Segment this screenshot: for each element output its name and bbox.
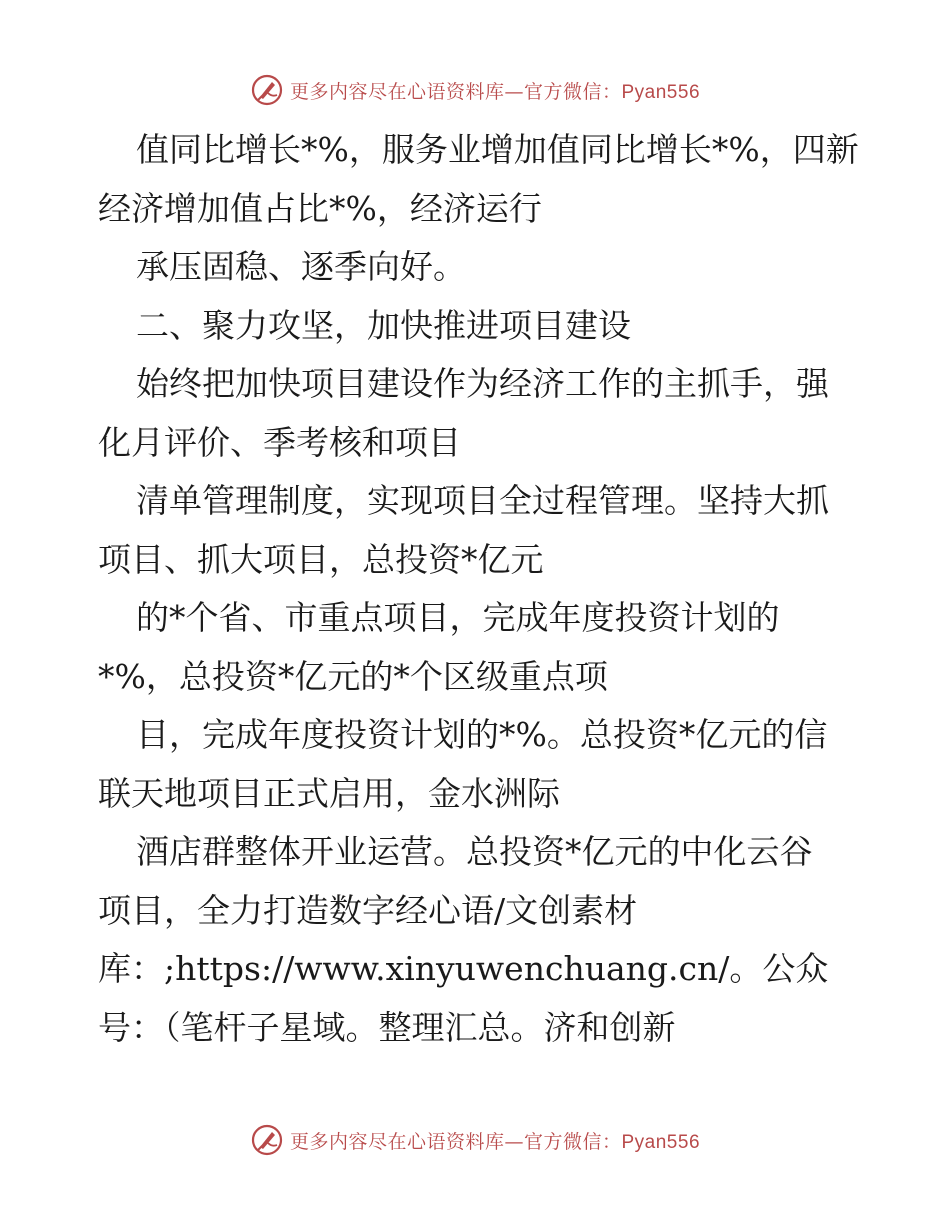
paragraph-line: 项目，全力打造数字经心语/文创素材: [98, 890, 638, 930]
paragraph-line: *%，总投资*亿元的*个区级重点项: [98, 656, 608, 696]
quill-pen-seal-icon: [250, 73, 284, 107]
paragraph-line: 值同比增长*%，服务业增加值同比增长*%，四新: [136, 130, 859, 169]
section-heading: 二、聚力攻坚，加快推进项目建设: [136, 305, 631, 345]
wechat-id: Pyan556: [621, 81, 701, 103]
watermark-text: 更多内容尽在心语资料库—官方微信：Pyan556: [289, 80, 701, 103]
wechat-id: Pyan556: [621, 1131, 701, 1153]
paragraph-line: 清单管理制度，实现项目全过程管理。坚持大抓: [136, 481, 829, 520]
paragraph-line: 化月评价、季考核和项目: [98, 422, 461, 462]
paragraph-line: 始终把加快项目建设作为经济工作的主抓手，强: [136, 364, 829, 403]
paragraph-line: 承压固稳、逐季向好。: [136, 247, 466, 286]
paragraph-line: 号：（笔杆子星域。整理汇总。济和创新: [98, 1007, 676, 1047]
paragraph-line: 联天地项目正式启用，金水洲际: [98, 773, 560, 813]
paragraph-line: 的*个省、市重点项目，完成年度投资计划的: [136, 598, 780, 637]
watermark-text: 更多内容尽在心语资料库—官方微信：Pyan556: [289, 1130, 701, 1153]
paragraph-line-url: 库：;https://www.xinyuwenchuang.cn/。公众: [98, 949, 829, 988]
paragraph-line: 经济增加值占比*%，经济运行: [98, 188, 542, 228]
footer-watermark-banner: [0, 1120, 950, 1160]
quill-pen-seal-icon: [250, 1123, 284, 1157]
paragraph-line: 项目、抓大项目，总投资*亿元: [98, 539, 544, 579]
document-body: [98, 121, 858, 1057]
paragraph-line: 目，完成年度投资计划的*%。总投资*亿元的信: [136, 715, 828, 754]
paragraph-line: 酒店群整体开业运营。总投资*亿元的中化云谷: [136, 832, 813, 871]
header-watermark-banner: [0, 70, 950, 110]
